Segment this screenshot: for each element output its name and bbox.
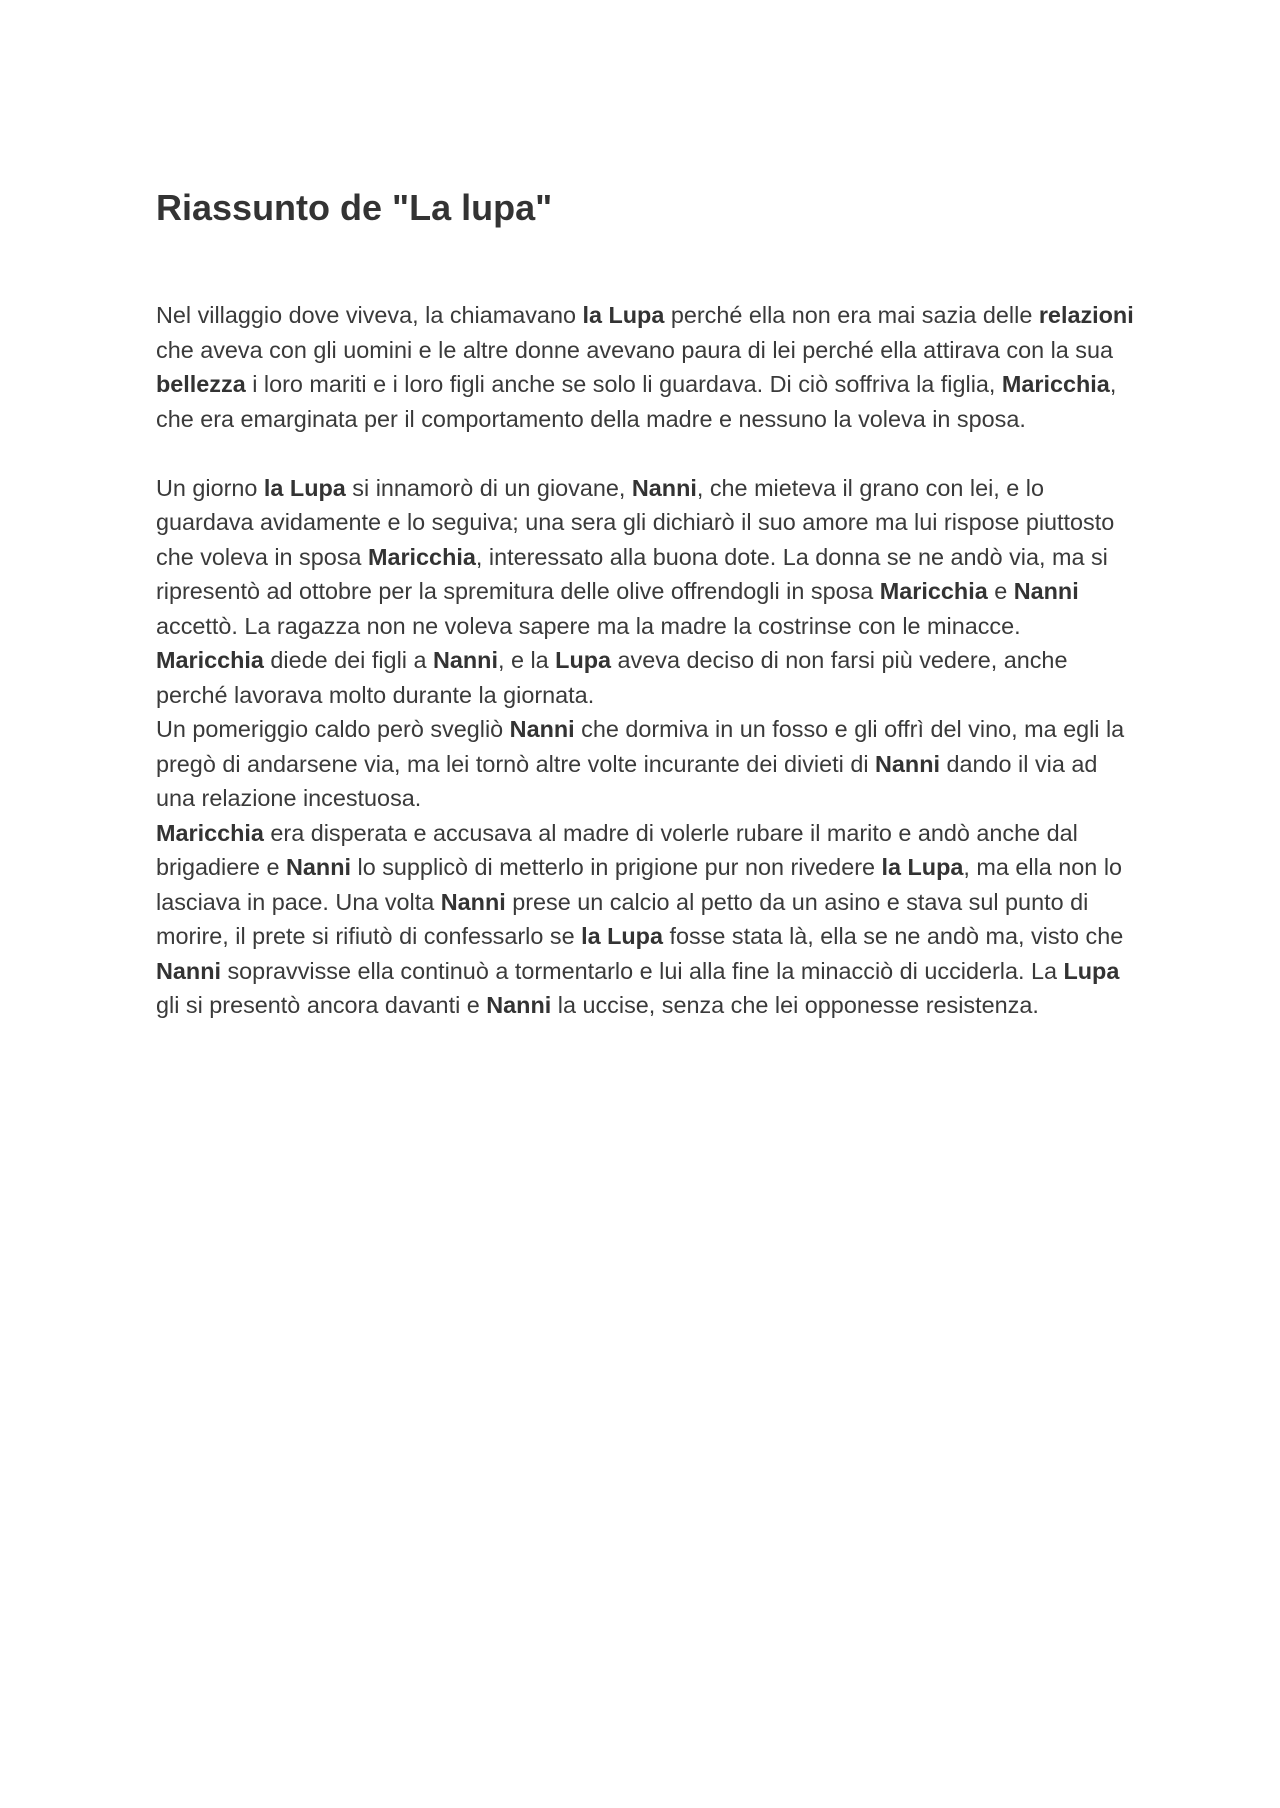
text-run: Nel villaggio dove viveva, la chiamavano	[156, 302, 583, 328]
emphasized-text: Maricchia	[367, 543, 476, 570]
emphasized-text: Maricchia	[156, 819, 264, 846]
emphasized-text: Nanni	[486, 992, 552, 1018]
text-run: gli si presentò ancora davanti e	[156, 992, 487, 1018]
text-run: aveva deciso di non farsi più vedere, anche perché lavorava molto durante la giornata.	[156, 647, 1068, 708]
text-run: perché ella non era mai sazia delle	[664, 302, 1039, 328]
text-run: si innamorò di un giovane,	[345, 474, 632, 501]
emphasized-text: Nanni	[286, 854, 352, 880]
paragraph-2	[156, 471, 1136, 644]
emphasized-text: Lupa	[1063, 957, 1120, 984]
paragraph-spacer	[156, 436, 1136, 471]
emphasized-text: la Lupa	[582, 302, 665, 328]
text-run: era disperata e accusava al madre di volerle rubare il marito e andò anche dal brigadiere e	[156, 819, 1078, 880]
text-run: e	[987, 578, 1014, 604]
emphasized-text: Lupa	[555, 647, 612, 673]
paragraph-5	[156, 816, 1136, 1023]
emphasized-text: bellezza	[156, 371, 246, 397]
emphasized-text: Nanni	[631, 474, 697, 501]
document-page	[156, 186, 1136, 1023]
emphasized-text: Nanni	[1013, 578, 1079, 604]
text-run: Un pomeriggio caldo però svegliò	[156, 716, 510, 742]
text-run: la uccise, senza che lei opponesse resistenza.	[551, 992, 1039, 1018]
text-run: i loro mariti e i loro figli anche se solo li guardava. Di ciò soffriva la figlia,	[245, 371, 1002, 397]
text-run: , che era emarginata per il comportamento della madre e nessuno la voleva in sposa.	[156, 371, 1117, 432]
document-title: Riassunto de "La lupa"	[156, 187, 553, 228]
emphasized-text: la Lupa	[263, 474, 346, 501]
text-run: accettò. La ragazza non ne voleva sapere ma la madre la costrinse con le minacce.	[156, 612, 1021, 639]
emphasized-text: Nanni	[440, 888, 506, 915]
text-run: sopravvisse ella continuò a tormentarlo e lui alla fine la minacciò di ucciderla. La	[220, 957, 1064, 984]
emphasized-text: Nanni	[156, 957, 221, 984]
paragraph-1	[156, 298, 1136, 436]
text-run: , interessato alla buona dote. La donna se ne andò via, ma si ripresentò ad ottobre per la spremitura delle olive offrendogli in sposa	[156, 543, 1108, 604]
text-run: fosse stata là, ella se ne andò ma, visto che	[662, 923, 1124, 949]
text-run: , ma ella non lo lasciava in pace. Una volta	[156, 854, 1123, 915]
text-run: che dormiva in un fosso e gli offrì del vino, ma egli la pregò di andarsene via, ma lei tornò altre volte incurante dei divieti di	[156, 716, 1125, 777]
text-run: dando il via ad una relazione incestuosa.	[156, 750, 1098, 811]
emphasized-text: Nanni	[509, 716, 575, 742]
document-body	[156, 298, 1136, 1023]
emphasized-text: Nanni	[432, 647, 498, 673]
emphasized-text: Maricchia	[156, 647, 264, 673]
emphasized-text: Nanni	[875, 750, 941, 777]
text-run: prese un calcio al petto da un asino e stava sul punto di morire, il prete si rifiutò di confessarlo se	[156, 888, 1089, 949]
text-run: , che mieteva il grano con lei, e lo guardava avidamente e lo seguiva; una sera gli dichiarò il suo amore ma lui rispose piuttosto che voleva in sposa	[156, 474, 1115, 570]
emphasized-text: Maricchia	[879, 578, 988, 604]
emphasized-text: la Lupa	[881, 854, 964, 880]
emphasized-text: relazioni	[1038, 302, 1134, 328]
text-run: diede dei figli a	[263, 647, 433, 673]
text-run: lo supplicò di metterlo in prigione pur non rivedere	[351, 854, 882, 880]
emphasized-text: Maricchia	[1001, 371, 1110, 397]
text-run: che aveva con gli uomini e le altre donne avevano paura di lei perché ella attirava con la sua	[156, 336, 1114, 363]
paragraph-4	[156, 712, 1136, 816]
emphasized-text: la Lupa	[581, 923, 663, 949]
paragraph-3	[156, 643, 1136, 712]
text-run: , e la	[497, 647, 556, 673]
text-run: Un giorno	[156, 474, 264, 501]
